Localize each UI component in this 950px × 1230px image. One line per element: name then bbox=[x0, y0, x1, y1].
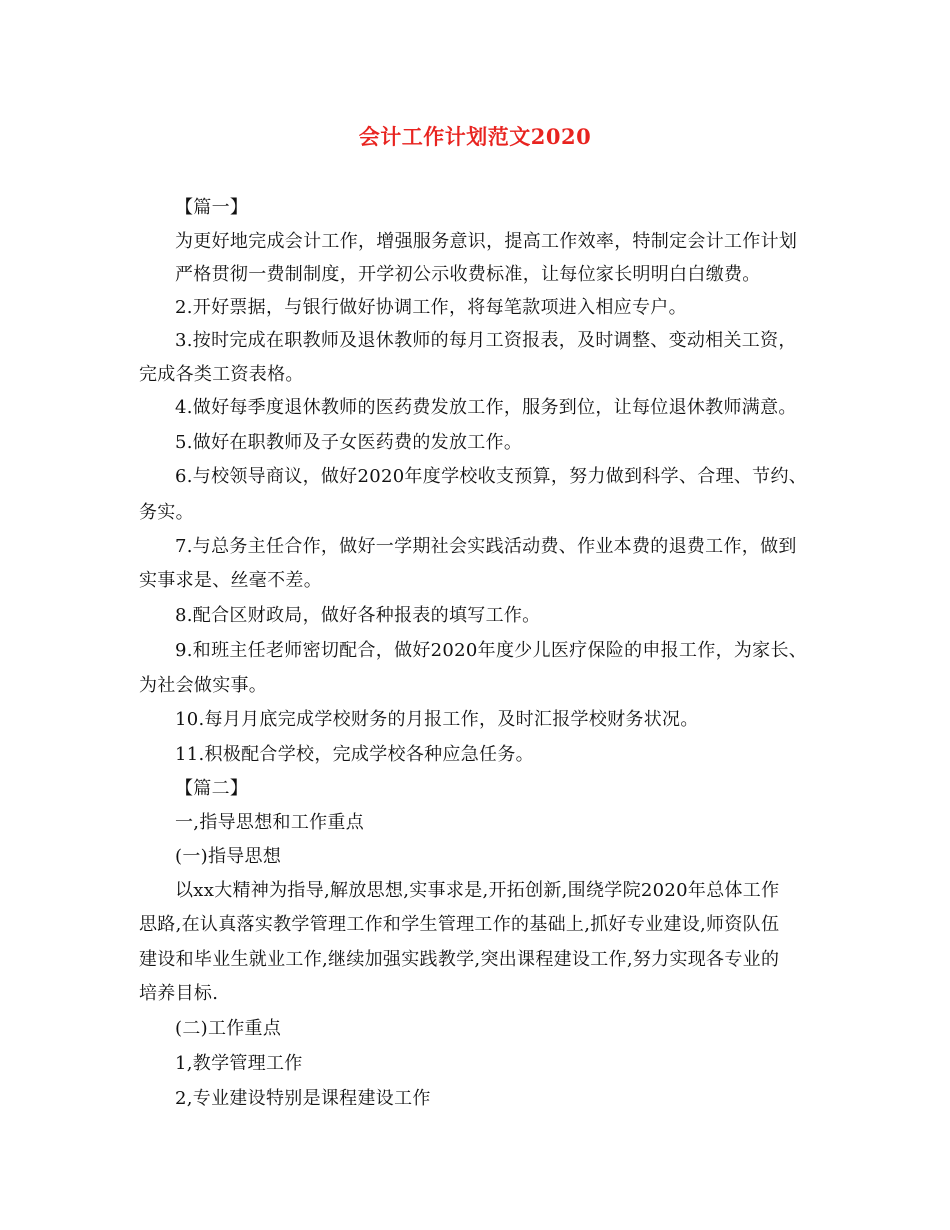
paragraph-line: 完成各类工资表格。 bbox=[139, 364, 304, 385]
paragraph-line: 2,专业建设特别是课程建设工作 bbox=[175, 1088, 431, 1109]
paragraph-line: 一,指导思想和工作重点 bbox=[175, 812, 365, 833]
paragraph-line: 建设和毕业生就业工作,继续加强实践教学,突出课程建设工作,努力实现各专业的 bbox=[139, 949, 780, 970]
paragraph-line: 6.与校领导商议，做好2020年度学校收支预算，努力做到科学、合理、节约、 bbox=[175, 466, 808, 487]
paragraph-line: 1,教学管理工作 bbox=[175, 1053, 303, 1074]
paragraph-line: 思路,在认真落实教学管理工作和学生管理工作的基础上,抓好专业建设,师资队伍 bbox=[139, 914, 780, 935]
paragraph-line: 以xx大精神为指导,解放思想,实事求是,开拓创新,围绕学院2020年总体工作 bbox=[175, 880, 780, 901]
paragraph-line: 8.配合区财政局，做好各种报表的填写工作。 bbox=[175, 605, 541, 626]
paragraph-line: (二)工作重点 bbox=[175, 1018, 282, 1039]
paragraph-line: 为更好地完成会计工作，增强服务意识，提高工作效率，特制定会计工作计划 bbox=[175, 231, 798, 252]
paragraph-line: (一)指导思想 bbox=[175, 846, 282, 867]
paragraph-line: 11.积极配合学校，完成学校各种应急任务。 bbox=[175, 744, 534, 765]
paragraph-line: 2.开好票据，与银行做好协调工作，将每笔款项进入相应专户。 bbox=[175, 297, 687, 318]
paragraph-line: 实事求是、丝毫不差。 bbox=[139, 570, 322, 591]
section-heading-1: 【篇一】 bbox=[175, 197, 249, 218]
paragraph-line: 3.按时完成在职教师及退休教师的每月工资报表，及时调整、变动相关工资， bbox=[175, 330, 797, 351]
paragraph-line: 务实。 bbox=[139, 502, 194, 523]
section-heading-2: 【篇二】 bbox=[175, 778, 249, 799]
paragraph-line: 培养目标. bbox=[139, 983, 219, 1004]
paragraph-line: 严格贯彻一费制制度，开学初公示收费标准，让每位家长明明白白缴费。 bbox=[175, 264, 761, 285]
paragraph-line: 4.做好每季度退休教师的医药费发放工作，服务到位，让每位退休教师满意。 bbox=[175, 397, 797, 418]
paragraph-line: 5.做好在职教师及子女医药费的发放工作。 bbox=[175, 432, 523, 453]
paragraph-line: 10.每月月底完成学校财务的月报工作，及时汇报学校财务状况。 bbox=[175, 709, 699, 730]
document-title: 会计工作计划范文2020 bbox=[358, 124, 592, 149]
paragraph-line: 9.和班主任老师密切配合，做好2020年度少儿医疗保险的申报工作，为家长、 bbox=[175, 640, 808, 661]
paragraph-line: 7.与总务主任合作，做好一学期社会实践活动费、作业本费的退费工作，做到 bbox=[175, 536, 797, 557]
paragraph-line: 为社会做实事。 bbox=[139, 675, 268, 696]
